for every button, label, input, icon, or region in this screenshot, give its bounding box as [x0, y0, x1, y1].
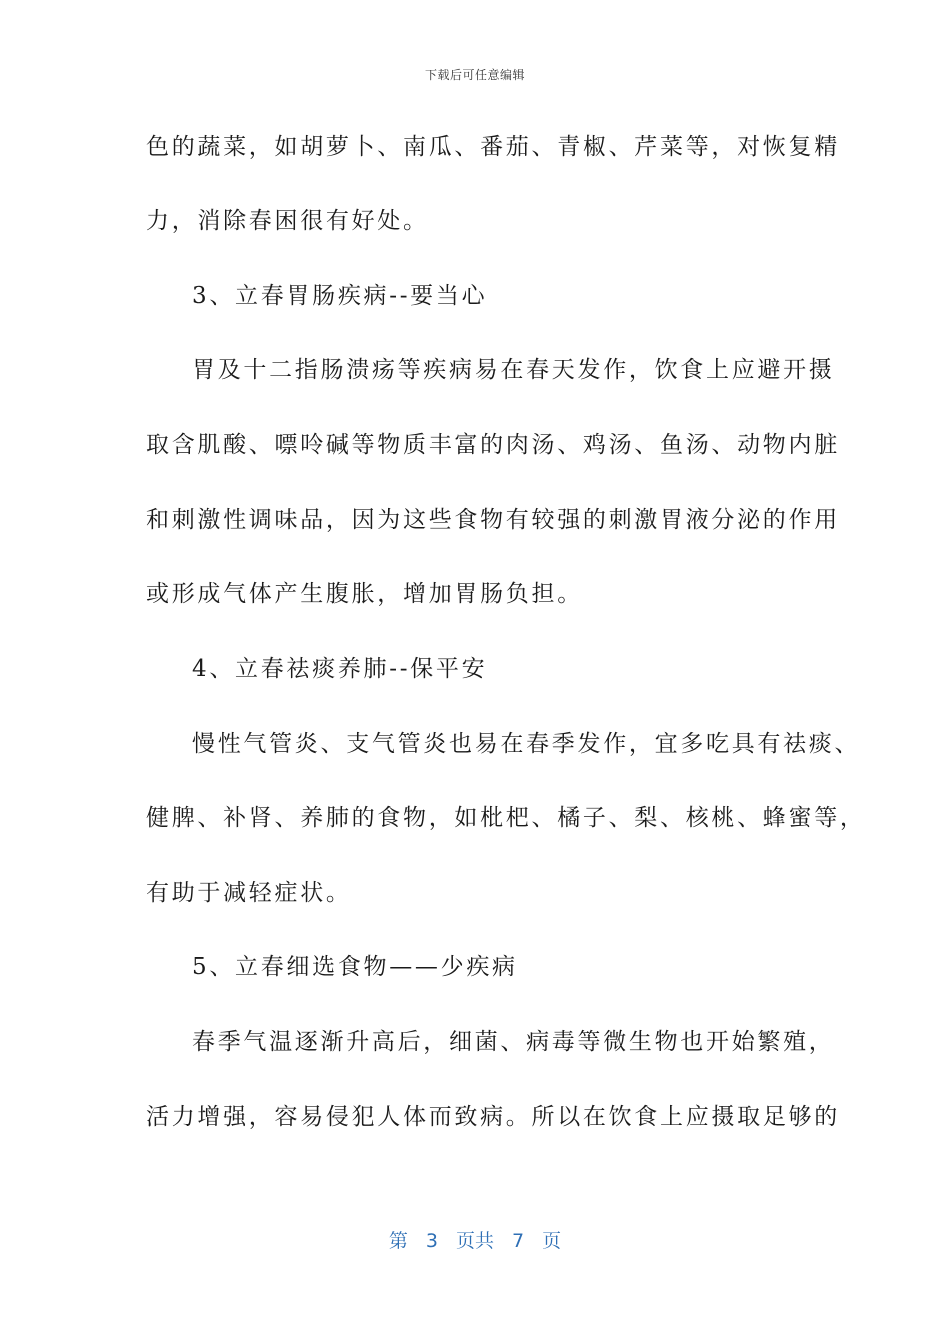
page-header: 下载后可任意编辑	[424, 68, 525, 82]
page-number-footer: 第 3 页共 7 页	[388, 1230, 562, 1252]
section-heading-3: 3、立春胃肠疾病--要当心	[192, 283, 488, 309]
paragraph-line: 健脾、补肾、养肺的食物，如枇杷、橘子、梨、核桃、蜂蜜等，	[146, 805, 866, 831]
paragraph-line: 春季气温逐渐升高后，细菌、病毒等微生物也开始繁殖，	[192, 1029, 835, 1055]
paragraph-line: 取含肌酸、嘌呤碱等物质丰富的肉汤、鸡汤、鱼汤、动物内脏	[146, 432, 840, 458]
paragraph-line: 有助于减轻症状。	[146, 880, 352, 906]
paragraph-line: 和刺激性调味品，因为这些食物有较强的刺激胃液分泌的作用	[146, 507, 840, 533]
section-heading-4: 4、立春祛痰养肺--保平安	[192, 656, 488, 682]
section-heading-5: 5、立春细选食物——少疾病	[192, 954, 518, 980]
paragraph-line: 色的蔬菜，如胡萝卜、南瓜、番茄、青椒、芹菜等，对恢复精	[146, 134, 840, 160]
paragraph-line: 胃及十二指肠溃疡等疾病易在春天发作，饮食上应避开摄	[192, 357, 835, 383]
paragraph-line: 活力增强，容易侵犯人体而致病。所以在饮食上应摄取足够的	[146, 1104, 840, 1130]
paragraph-line: 或形成气体产生腹胀，增加胃肠负担。	[146, 581, 583, 607]
paragraph-line: 慢性气管炎、支气管炎也易在春季发作，宜多吃具有祛痰、	[192, 731, 861, 757]
paragraph-line: 力，消除春困很有好处。	[146, 208, 429, 234]
